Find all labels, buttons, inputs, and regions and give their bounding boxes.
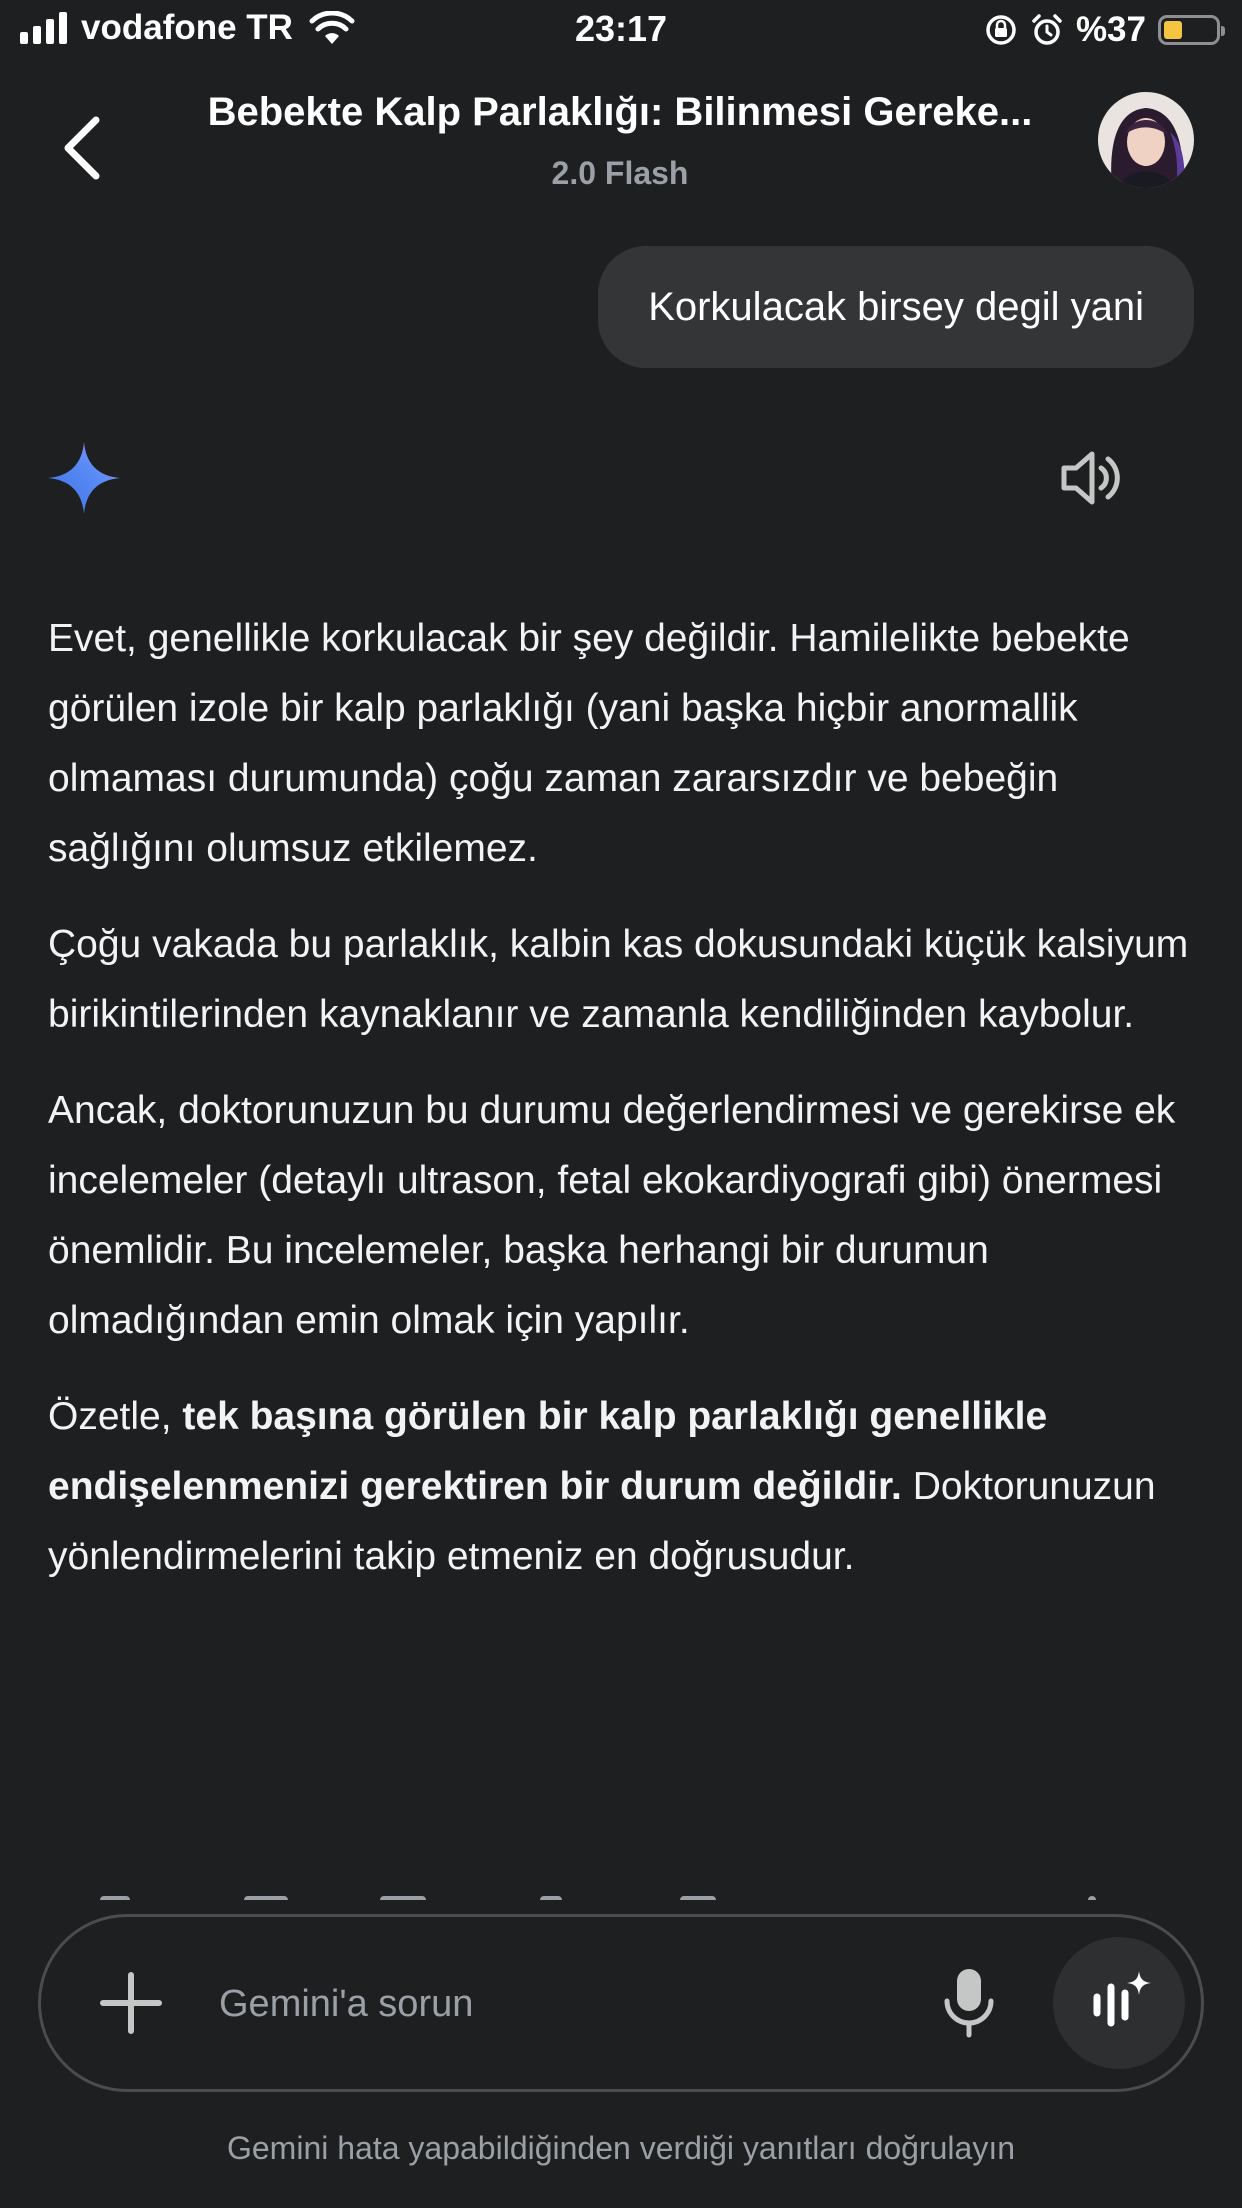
carrier-name: vodafone TR <box>81 8 293 47</box>
model-label[interactable]: 2.0 Flash <box>551 155 689 191</box>
battery-percent: %37 <box>1075 10 1146 49</box>
model-response <box>48 604 1208 1618</box>
back-button[interactable] <box>46 106 126 186</box>
alarm-icon <box>1030 13 1064 47</box>
chat-header <box>0 62 1242 212</box>
plus-icon <box>95 1967 167 2039</box>
microphone-icon <box>933 1963 1005 2043</box>
modify-icon[interactable] <box>380 1896 426 1912</box>
chat-title[interactable]: Bebekte Kalp Parlaklığı: Bilinmesi Gereke... <box>207 90 1033 134</box>
response-paragraph-2: Çoğu vakada bu parlaklık, kalbin kas dokusundaki küçük kalsiyum birikintilerinden kaynaklanır ve zamanla kendiliğinden kaybolur. <box>48 923 1189 1036</box>
microphone-button[interactable] <box>933 1963 1005 2043</box>
response-paragraph-1: Evet, genellikle korkulacak bir şey değildir. Hamilelikte bebekte görülen izole bir kalp parlaklığı (yani başka hiçbir anormallik olmaması durumunda) çoğu zaman zararsızdır ve bebeğin sağlığını olumsuz etkilemez. <box>48 617 1130 870</box>
response-actions-row <box>0 1890 1242 1912</box>
prompt-input[interactable] <box>217 1957 901 2051</box>
thumbs-up-icon[interactable] <box>100 1896 130 1912</box>
status-bar <box>0 0 1242 62</box>
response-p4-bold: tek başına görülen bir kalp parlaklığı genellikle endişelenmenizi gerektiren bir durum değildir. <box>48 1395 1048 1508</box>
speaker-icon <box>1058 444 1126 512</box>
avatar[interactable] <box>1098 92 1194 188</box>
disclaimer-text: Gemini hata yapabildiğinden verdiği yanıtları doğrulayın <box>226 2130 1016 2166</box>
share-icon[interactable] <box>540 1896 562 1912</box>
response-paragraph-3: Ancak, doktorunuzun bu durumu değerlendirmesi ve gerekirse ek incelemeler (detaylı ultrason, fetal ekokardiyografi gibi) önermesi önemlidir. Bu incelemeler, başka herhangi bir durumun olmadığından emin olmak için yapılır. <box>48 1089 1176 1342</box>
prompt-bar <box>38 1914 1204 2092</box>
live-waveform-icon <box>1053 1937 1185 2069</box>
read-aloud-button[interactable] <box>1058 444 1126 512</box>
more-icon[interactable] <box>1088 1896 1096 1912</box>
orientation-lock-icon <box>984 13 1018 47</box>
gemini-spark-icon <box>46 440 122 516</box>
response-p4-prefix: Özetle, <box>48 1395 183 1438</box>
status-time: 23:17 <box>574 8 668 49</box>
chevron-left-icon <box>46 106 126 186</box>
user-message-bubble: Korkulacak birsey degil yani <box>598 246 1194 368</box>
response-p4-suffix: Doktorunuzun yönlendirmelerini takip etmeniz en doğrusudur. <box>48 1465 1156 1578</box>
gemini-live-button[interactable] <box>1053 1937 1185 2069</box>
status-right <box>984 10 1220 50</box>
thumbs-down-icon[interactable] <box>244 1896 288 1912</box>
add-attachment-button[interactable] <box>95 1967 167 2039</box>
battery-icon <box>1158 15 1220 45</box>
copy-icon[interactable] <box>680 1896 716 1912</box>
response-paragraph-4 <box>48 1382 1208 1592</box>
